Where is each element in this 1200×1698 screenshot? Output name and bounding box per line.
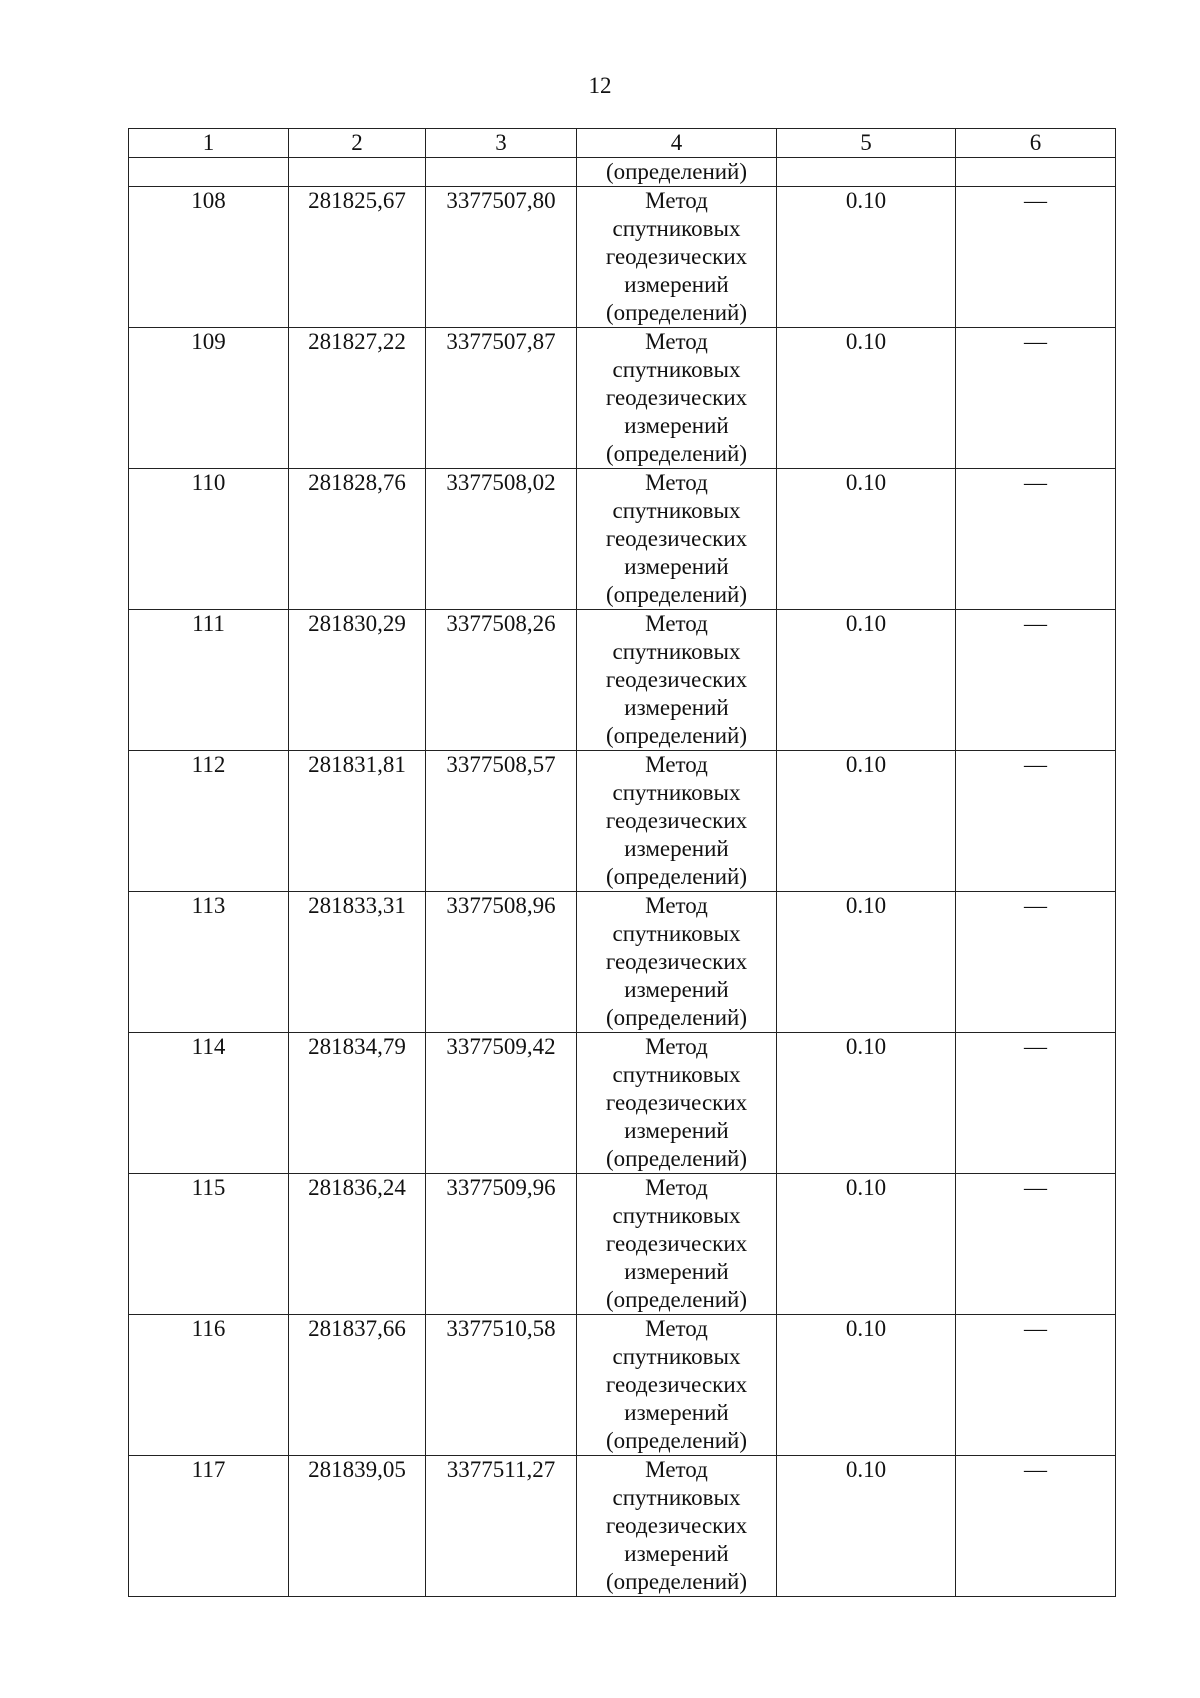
method-text-line: геодезических	[605, 808, 748, 833]
header-cell-4: 4	[577, 129, 777, 158]
method-text-line: (определений)	[605, 441, 748, 466]
point-number-cell: 116	[129, 1315, 289, 1456]
point-number-cell: 114	[129, 1033, 289, 1174]
coordinate-x-cell: 281833,31	[289, 892, 426, 1033]
coordinate-y-cell: 3377508,02	[426, 469, 577, 610]
continuation-cell-5	[777, 158, 956, 187]
method-cell	[577, 610, 777, 751]
note-dash: —	[1024, 752, 1047, 777]
header-cell-5: 5	[777, 129, 956, 158]
method-text-line: измерений	[624, 413, 729, 438]
method-cell	[577, 751, 777, 892]
coordinate-x-cell: 281831,81	[289, 751, 426, 892]
precision-cell: 0.10	[777, 469, 956, 610]
coordinate-y-cell: 3377509,42	[426, 1033, 577, 1174]
note-dash: —	[1024, 1316, 1047, 1341]
method-text-line: геодезических	[605, 385, 748, 410]
note-cell	[956, 1456, 1116, 1597]
method-cell	[577, 892, 777, 1033]
header-row	[129, 129, 1116, 158]
method-text-line: спутниковых	[612, 639, 741, 664]
method-text-line: Метод	[645, 1316, 708, 1341]
method-text-line: измерений	[624, 1541, 729, 1566]
table-row	[129, 751, 1116, 892]
point-number-cell: 113	[129, 892, 289, 1033]
method-text-line: измерений	[624, 554, 729, 579]
note-dash: —	[1024, 1175, 1047, 1200]
table-row	[129, 1456, 1116, 1597]
method-text-line: Метод	[645, 1457, 708, 1482]
point-number-cell: 109	[129, 328, 289, 469]
method-text-line: измерений	[624, 272, 729, 297]
method-text-line: (определений)	[605, 1005, 748, 1030]
precision-cell: 0.10	[777, 328, 956, 469]
method-text-line: (определений)	[605, 1287, 748, 1312]
coordinate-x-cell: 281836,24	[289, 1174, 426, 1315]
method-text-line: Метод	[645, 188, 708, 213]
method-cell	[577, 1456, 777, 1597]
precision-cell: 0.10	[777, 610, 956, 751]
continuation-cell-1	[129, 158, 289, 187]
header-cell-2: 2	[289, 129, 426, 158]
note-cell	[956, 187, 1116, 328]
method-text-line: (определений)	[605, 864, 748, 889]
table-row	[129, 328, 1116, 469]
method-text-line: спутниковых	[612, 1203, 741, 1228]
header-cell-6: 6	[956, 129, 1116, 158]
note-dash: —	[1024, 470, 1047, 495]
method-text-line: Метод	[645, 752, 708, 777]
coordinate-x-cell: 281839,05	[289, 1456, 426, 1597]
method-text-line: геодезических	[605, 949, 748, 974]
method-text-line: Метод	[645, 611, 708, 636]
note-cell	[956, 610, 1116, 751]
method-text-line: спутниковых	[612, 780, 741, 805]
method-text-line: геодезических	[605, 1231, 748, 1256]
coordinate-x-cell: 281837,66	[289, 1315, 426, 1456]
method-cell	[577, 469, 777, 610]
method-text-line: (определений)	[605, 582, 748, 607]
method-text-line: (определений)	[605, 723, 748, 748]
note-dash: —	[1024, 329, 1047, 354]
method-text-line: спутниковых	[612, 1062, 741, 1087]
point-number-cell: 110	[129, 469, 289, 610]
method-text-line: геодезических	[605, 1513, 748, 1538]
point-number-cell: 108	[129, 187, 289, 328]
coordinate-x-cell: 281830,29	[289, 610, 426, 751]
method-text-line: спутниковых	[612, 1344, 741, 1369]
continuation-cell-2	[289, 158, 426, 187]
table-row	[129, 1315, 1116, 1456]
note-dash: —	[1024, 188, 1047, 213]
method-text-line: геодезических	[605, 244, 748, 269]
method-text-line: спутниковых	[612, 498, 741, 523]
table-row	[129, 1174, 1116, 1315]
method-cell	[577, 1174, 777, 1315]
method-text-line: измерений	[624, 977, 729, 1002]
method-text-line: измерений	[624, 1259, 729, 1284]
method-text-line: (определений)	[605, 1569, 748, 1594]
note-dash: —	[1024, 1457, 1047, 1482]
continuation-row	[129, 158, 1116, 187]
method-text-line: геодезических	[605, 1372, 748, 1397]
coordinate-y-cell: 3377508,26	[426, 610, 577, 751]
method-cell	[577, 187, 777, 328]
point-number-cell: 111	[129, 610, 289, 751]
note-cell	[956, 1174, 1116, 1315]
method-text-line: (определений)	[605, 300, 748, 325]
point-number-cell: 115	[129, 1174, 289, 1315]
method-text-line: Метод	[645, 329, 708, 354]
method-text-line: спутниковых	[612, 921, 741, 946]
coordinate-x-cell: 281827,22	[289, 328, 426, 469]
note-cell	[956, 469, 1116, 610]
coordinate-x-cell: 281825,67	[289, 187, 426, 328]
method-text-line: измерений	[624, 836, 729, 861]
point-number-cell: 117	[129, 1456, 289, 1597]
note-dash: —	[1024, 611, 1047, 636]
coordinate-y-cell: 3377509,96	[426, 1174, 577, 1315]
note-cell	[956, 328, 1116, 469]
header-cell-3: 3	[426, 129, 577, 158]
method-text-line: (определений)	[605, 1146, 748, 1171]
method-text-line: Метод	[645, 1175, 708, 1200]
coordinate-y-cell: 3377508,96	[426, 892, 577, 1033]
method-text-line: геодезических	[605, 526, 748, 551]
method-text-line: спутниковых	[612, 216, 741, 241]
continuation-cell-4: (определений)	[577, 158, 777, 187]
method-text-line: измерений	[624, 1400, 729, 1425]
method-text-line: (определений)	[605, 1428, 748, 1453]
precision-cell: 0.10	[777, 187, 956, 328]
precision-cell: 0.10	[777, 892, 956, 1033]
table-row	[129, 187, 1116, 328]
point-number-cell: 112	[129, 751, 289, 892]
coordinate-y-cell: 3377507,87	[426, 328, 577, 469]
coordinate-y-cell: 3377511,27	[426, 1456, 577, 1597]
method-text-line: Метод	[645, 1034, 708, 1059]
table-row	[129, 1033, 1116, 1174]
note-cell	[956, 751, 1116, 892]
method-text-line: спутниковых	[612, 357, 741, 382]
method-text-line: Метод	[645, 470, 708, 495]
precision-cell: 0.10	[777, 1174, 956, 1315]
header-cell-1: 1	[129, 129, 289, 158]
continuation-cell-3	[426, 158, 577, 187]
coordinate-y-cell: 3377510,58	[426, 1315, 577, 1456]
table-body	[129, 129, 1116, 1597]
precision-cell: 0.10	[777, 751, 956, 892]
method-text-line: геодезических	[605, 1090, 748, 1115]
method-cell	[577, 328, 777, 469]
page-number: 12	[588, 73, 612, 98]
method-text-line: геодезических	[605, 667, 748, 692]
note-cell	[956, 1315, 1116, 1456]
coordinate-y-cell: 3377507,80	[426, 187, 577, 328]
continuation-cell-6	[956, 158, 1116, 187]
note-cell	[956, 1033, 1116, 1174]
method-text-line: спутниковых	[612, 1485, 741, 1510]
method-text-line: Метод	[645, 893, 708, 918]
method-cell	[577, 1315, 777, 1456]
coordinate-x-cell: 281828,76	[289, 469, 426, 610]
table-row	[129, 610, 1116, 751]
table-row	[129, 469, 1116, 610]
method-text-line: измерений	[624, 695, 729, 720]
coordinate-y-cell: 3377508,57	[426, 751, 577, 892]
coordinates-table	[128, 128, 1116, 1597]
note-cell	[956, 892, 1116, 1033]
table-row	[129, 892, 1116, 1033]
precision-cell: 0.10	[777, 1456, 956, 1597]
note-dash: —	[1024, 893, 1047, 918]
method-cell	[577, 1033, 777, 1174]
coordinate-x-cell: 281834,79	[289, 1033, 426, 1174]
precision-cell: 0.10	[777, 1033, 956, 1174]
note-dash: —	[1024, 1034, 1047, 1059]
method-text-line: измерений	[624, 1118, 729, 1143]
precision-cell: 0.10	[777, 1315, 956, 1456]
